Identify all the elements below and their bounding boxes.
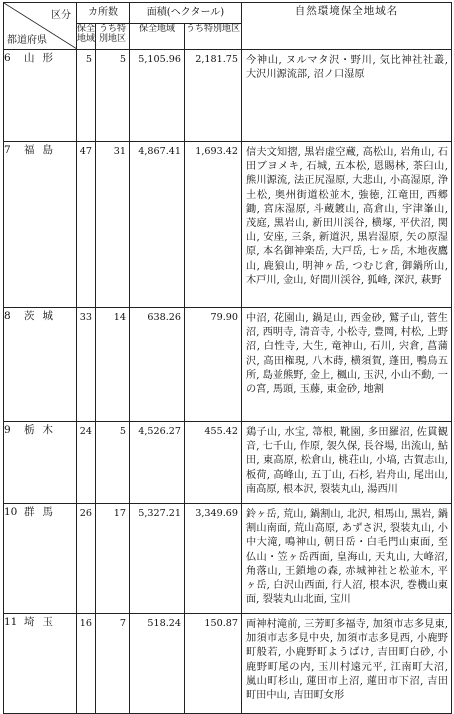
special-count-cell: 7 (96, 614, 130, 714)
count-cell: 33 (77, 308, 96, 422)
area-names-cell: 今神山, ヌルマタ沢・野川, 気比神社社叢, 大沢川源流部, 沼ノ口湿原 (242, 50, 452, 142)
count-cell: 26 (77, 504, 96, 614)
header-corner-cell (4, 3, 77, 50)
row-number: 11 (4, 616, 18, 628)
header-kasho: カ所数 (77, 3, 130, 24)
prefecture-name: 山形 (24, 52, 61, 64)
header-hozenchi: 保全地域 (77, 24, 96, 50)
special-count-cell: 14 (96, 308, 130, 422)
area-names-cell: 信夫文知摺, 黒岩虚空蔵, 高松山, 岩角山, 石田ブヨメキ, 石城, 五本松, 恩賜林, 茶臼山, 熊川源流, 法正尻湿原, 大悲山, 小高湿原, 浄土松, 奥州街道松並木, 強徳, 江竜田, 西郷鋤, 宮床湿原, 斗蔵鍍山, 高倉山, 宇津峯山, 茂庭, 黒岩山, 新田川渓谷, 横塚, 平伏沼, 関山, 安座, 三条, 新道沢, 黒岩湿原, 矢の原湿原, 本名御神楽岳, 大戸岳, 七ヶ岳, 木地夜鷹山, 鹿狼山, 明神ヶ岳, つむじ倉, 御鍋所山, 木戸川, 金山, 好間川渓谷, 狐峰, 深沢, 萩野 (242, 142, 452, 308)
area-cell: 638.26 (130, 308, 185, 422)
table-row (4, 422, 452, 504)
area-names-cell: 鶏子山, 水宝, 箒根, 靴園, 多田羅沼, 佐貫観音, 七千山, 作原, 袈久保, 長谷場, 出流山, 鮎田, 東高原, 松倉山, 桃荘山, 小塙, 古賀志山, 板荷, 高峰山, 五丁山, 石杉, 岩舟山, 尾出山, 南高原, 根本沢, 裂装丸山, 湯西川 (242, 422, 452, 504)
special-area-cell: 79.90 (185, 308, 242, 422)
table-row (4, 308, 452, 422)
prefecture-name: 栃木 (24, 424, 61, 436)
prefecture-cell (4, 50, 77, 142)
row-number: 10 (4, 506, 18, 518)
row-number: 6 (4, 52, 11, 64)
count-cell: 5 (77, 50, 96, 142)
area-cell: 5,105.96 (130, 50, 185, 142)
row-number: 9 (4, 424, 11, 436)
header-hozenchiiki-area: 保全地域 (130, 24, 185, 50)
prefecture-name: 群馬 (24, 506, 61, 518)
count-cell: 47 (77, 142, 96, 308)
special-count-cell: 31 (96, 142, 130, 308)
prefecture-name: 福島 (24, 144, 61, 156)
area-cell: 518.24 (130, 614, 185, 714)
area-names-cell: 鈴ヶ岳, 荒山, 鍋割山, 北沢, 相馬山, 黒岩, 鍋割山南面, 荒山高原, あずさ沢, 裂装丸山, 小中大滝, 鳴神山, 朝日岳・白毛門山東面, 至仏山・笠ヶ岳西面, 皇海山, 天丸山, 大峰沼, 角落山, 王鎖地の森, 赤城神社と松並木, 平ヶ岳, 白沢山西面, 行人沼, 根本沢, 巻機山東面, 裂装丸山北面, 宝川 (242, 504, 452, 614)
special-area-cell: 455.42 (185, 422, 242, 504)
table-row (4, 142, 452, 308)
table-row (4, 504, 452, 614)
special-area-cell: 150.87 (185, 614, 242, 714)
header-area-names: 自然環境保全地域名 (242, 3, 452, 50)
special-area-cell: 1,693.42 (185, 142, 242, 308)
prefecture-cell (4, 308, 77, 422)
row-number: 7 (4, 144, 11, 156)
header-uchi-tokubetsu-count: うち特別地区 (96, 24, 130, 50)
special-count-cell: 17 (96, 504, 130, 614)
prefecture-name: 埼玉 (24, 616, 61, 628)
special-area-cell: 3,349.69 (185, 504, 242, 614)
table-row (4, 50, 452, 142)
header-uchi-tokubetsu-area: うち特別地区 (185, 24, 242, 50)
header-row (4, 3, 452, 24)
special-count-cell: 5 (96, 50, 130, 142)
header-kubun: 区分 (51, 10, 71, 21)
count-cell: 16 (77, 614, 96, 714)
special-count-cell: 5 (96, 422, 130, 504)
special-area-cell: 2,181.75 (185, 50, 242, 142)
header-menseki: 面積(ヘクタール) (130, 3, 242, 24)
area-names-cell: 両神村滝前, 三芳町多福寺, 加須市志多見東, 加須市志多見中央, 加須市志多見西, 小鹿野町般若, 小鹿野町ようばけ, 吉田町白砂, 小鹿野町尾の内, 玉川村遠元平, 江南町大沼, 嵐山町杉山, 蓮田市上沼, 蓮田市下沼, 吉田町田中山, 吉田町女形 (242, 614, 452, 714)
row-number: 8 (4, 310, 11, 322)
prefecture-cell (4, 422, 77, 504)
area-cell: 4,526.27 (130, 422, 185, 504)
prefecture-cell (4, 504, 77, 614)
count-cell: 24 (77, 422, 96, 504)
prefecture-name: 茨城 (24, 310, 61, 322)
area-cell: 4,867.41 (130, 142, 185, 308)
table-row (4, 614, 452, 714)
area-names-cell: 中沼, 花園山, 鍋足山, 西金砂, 鷲子山, 菅生沼, 西明寺, 清音寺, 小松寺, 豊岡, 村松, 上野沼, 白性寺, 大生, 竜神山, 石川, 宍倉, 菖蒲沢, 高田権現, 八木蒔, 横須賀, 蓬田, 鴨鳥五所, 島並熊野, 金上, 楓山, 玉沢, 小山不動, 一の宮, 馬頭, 玉藤, 東金砂, 地割 (242, 308, 452, 422)
conservation-area-table (3, 2, 452, 714)
area-cell: 5,327.21 (130, 504, 185, 614)
header-todofuken: 都道府県 (7, 35, 47, 46)
prefecture-cell (4, 614, 77, 714)
prefecture-cell (4, 142, 77, 308)
